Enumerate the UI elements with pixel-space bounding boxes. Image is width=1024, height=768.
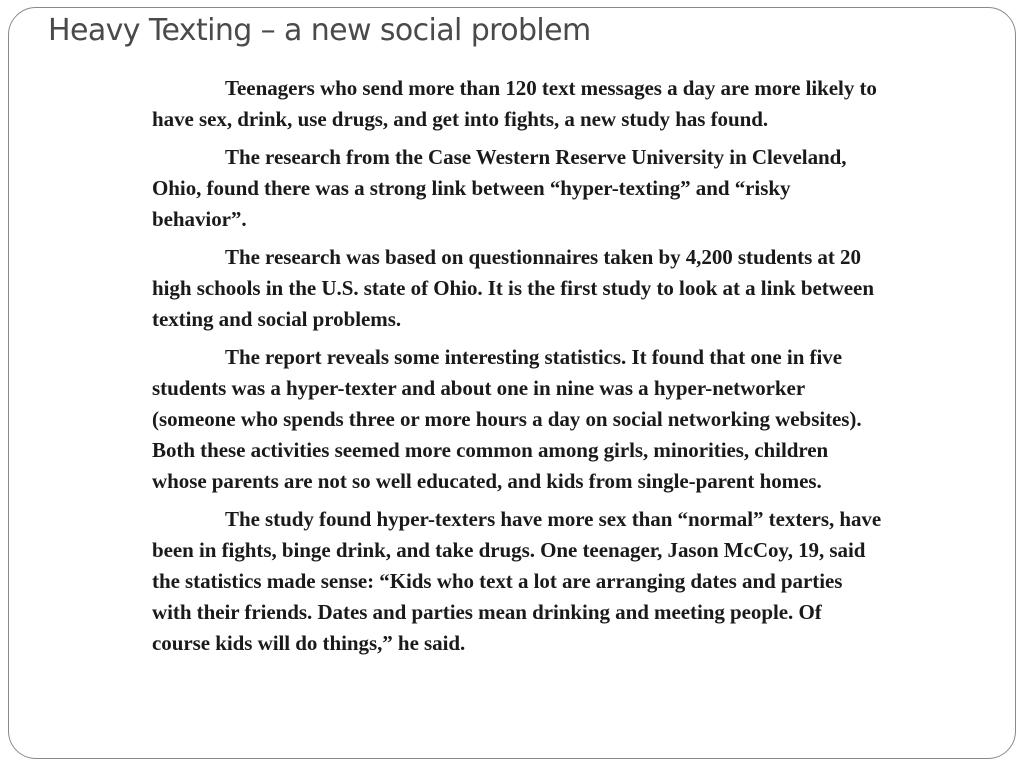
paragraph-4: The report reveals some interesting statistics. It found that one in five students was a hyper-texter and about one in nine was a hyper-networker (someone who spends three or more hours a day on social networking websites). Both these activities seemed more common among girls, minorities, children whose parents are not so well educated, and kids from single-parent homes. <box>152 345 862 493</box>
paragraph-1: Teenagers who send more than 120 text messages a day are more likely to have sex, drink, use drugs, and get into fights, a new study has found. <box>152 76 877 131</box>
paragraph-2: The research from the Case Western Reserve University in Cleveland, Ohio, found there was a strong link between “hyper-texting” and “risky behavior”. <box>152 145 847 231</box>
paragraph-3: The research was based on questionnaires taken by 4,200 students at 20 high schools in the U.S. state of Ohio. It is the first study to look at a link between texting and social problems. <box>152 245 874 331</box>
slide-title: Heavy Texting – a new social problem <box>48 13 591 48</box>
slide-body <box>152 73 882 666</box>
paragraph-5: The study found hyper-texters have more sex than “normal” texters, have been in fights, binge drink, and take drugs. One teenager, Jason McCoy, 19, said the statistics made sense: “Kids who text a lot are arranging dates and parties with their friends. Dates and parties mean drinking and meeting people. Of course kids will do things,” he said. <box>152 507 882 655</box>
